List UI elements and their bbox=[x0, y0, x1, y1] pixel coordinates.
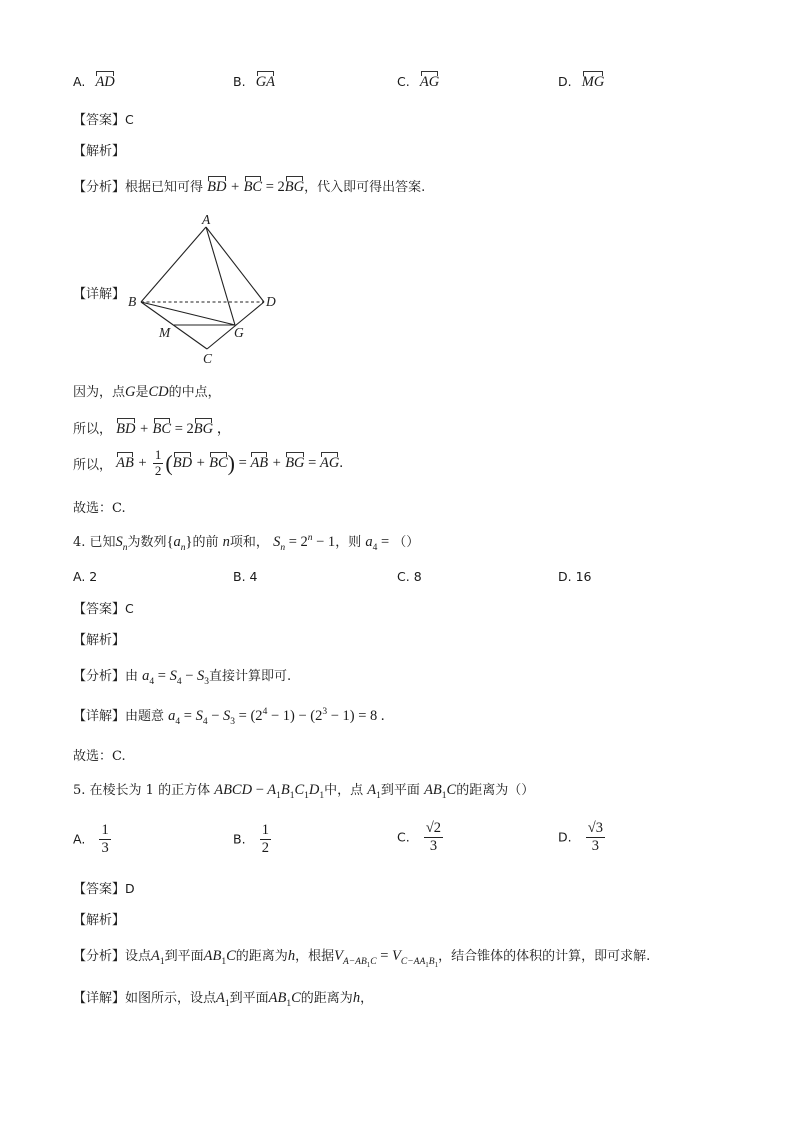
q5-jiexi: 【解析】 bbox=[73, 913, 126, 928]
fenxi-label: 【分析】 bbox=[73, 180, 126, 195]
label-d: D bbox=[266, 294, 276, 309]
option-value: AD bbox=[95, 74, 115, 90]
fenxi-label: 【分析】 bbox=[73, 949, 126, 964]
xiangjie-formula: $a_4 = S_4 - S_3 = (2^4 - 1) - (2^3 - 1) = 8$ . bbox=[168, 707, 385, 727]
text: 直接计算即可. bbox=[209, 669, 292, 684]
segment-cd: CD bbox=[148, 384, 169, 400]
q3-option-a bbox=[73, 74, 115, 91]
text: 项和， bbox=[229, 535, 269, 550]
edge-ad bbox=[206, 227, 264, 302]
text: 到平面 bbox=[380, 783, 420, 798]
option-fraction bbox=[99, 822, 110, 856]
q5-option-c bbox=[397, 820, 445, 854]
label-a: A bbox=[202, 212, 211, 227]
q3-fenxi bbox=[73, 176, 425, 196]
option-letter: B. bbox=[233, 831, 246, 847]
answer-label: 【答案】 bbox=[73, 602, 126, 617]
q4-choose: 故选：C. bbox=[73, 749, 126, 764]
option-value: 8 bbox=[413, 569, 422, 584]
fenxi-formula: BD + BC = 2BG bbox=[207, 179, 305, 195]
q3-answer bbox=[73, 109, 134, 128]
var-h: h bbox=[352, 990, 361, 1006]
answer-label: 【答案】 bbox=[73, 882, 126, 897]
q3-line1 bbox=[73, 381, 221, 401]
formula: BD + BC = 2BG ， bbox=[116, 421, 232, 437]
denominator: 3 bbox=[429, 837, 438, 854]
option-letter: B. bbox=[233, 569, 246, 584]
fenxi-text: 根据已知可得 bbox=[125, 180, 204, 195]
text: 到平面 bbox=[164, 949, 204, 964]
text: 为数列 bbox=[127, 535, 167, 550]
q4-option-d bbox=[558, 569, 592, 584]
option-value: MG bbox=[581, 74, 605, 90]
q5-option-a bbox=[73, 822, 113, 856]
answer-value: D bbox=[125, 881, 135, 896]
text: 的前 bbox=[192, 535, 219, 550]
answer-label: 【答案】 bbox=[73, 113, 126, 128]
label-g: G bbox=[234, 325, 244, 340]
option-fraction bbox=[586, 820, 605, 854]
denominator: 3 bbox=[591, 837, 599, 854]
option-letter: D. bbox=[558, 569, 572, 584]
text: 4. 已知 bbox=[73, 535, 116, 550]
volume-equation: $V_{A-AB_1C} = V_{C-AA_1B_1}$ bbox=[334, 948, 439, 969]
formula: AB + $\frac{1}{2}$ (BD + BC) = AB + BG = AG. bbox=[116, 447, 343, 478]
point-g: G bbox=[125, 384, 136, 400]
text: ，则 bbox=[335, 535, 362, 550]
text: 5. 在棱长为 1 的正方体 bbox=[73, 783, 211, 798]
q5-option-d bbox=[558, 820, 607, 854]
fenxi-label: 【分析】 bbox=[73, 669, 126, 684]
text: ，根据 bbox=[295, 949, 335, 964]
q5-stem bbox=[73, 779, 534, 801]
plane-ab1c: $AB_1C$ bbox=[424, 782, 457, 801]
option-letter: A. bbox=[73, 74, 86, 89]
text: 由题意 bbox=[125, 709, 165, 724]
q4-fenxi bbox=[73, 665, 291, 687]
label-b: B bbox=[128, 294, 137, 309]
option-letter: C. bbox=[397, 569, 410, 584]
option-letter: B. bbox=[233, 74, 246, 89]
q4-jiexi: 【解析】 bbox=[73, 633, 126, 648]
sequence-an: $\{a_n\}$ bbox=[166, 534, 193, 553]
var-h: h bbox=[287, 948, 296, 964]
point-a1: $A_1$ bbox=[151, 948, 165, 967]
text: 的距离为 bbox=[300, 991, 353, 1006]
option-value: GA bbox=[255, 74, 276, 90]
numerator: 1 bbox=[101, 822, 109, 838]
answer-value: C bbox=[125, 601, 134, 616]
denominator: 3 bbox=[101, 839, 109, 856]
q3-option-b bbox=[233, 74, 275, 91]
text: 的距离为（） bbox=[456, 783, 535, 798]
q5-option-b bbox=[233, 822, 273, 856]
plane-ab1c: $AB_1C$ bbox=[268, 990, 301, 1009]
edge-ab bbox=[141, 227, 206, 302]
text: 所以， bbox=[73, 422, 113, 437]
text: 是 bbox=[135, 385, 149, 400]
fenxi-formula: $a_4 = S_4 - S_3$ bbox=[142, 668, 210, 687]
edge-ag bbox=[206, 227, 235, 325]
q3-line2 bbox=[73, 417, 231, 438]
option-value: AG bbox=[419, 74, 440, 90]
text: 的距离为 bbox=[235, 949, 288, 964]
xiangjie-label: 【详解】 bbox=[73, 991, 126, 1006]
q3-option-c bbox=[397, 74, 439, 91]
q5-xiangjie bbox=[73, 987, 373, 1009]
q3-jiexi: 【解析】 bbox=[73, 144, 126, 159]
option-value: 4 bbox=[249, 569, 258, 584]
text: 设点 bbox=[125, 949, 152, 964]
q3-xiangjie-label: 【详解】 bbox=[73, 287, 126, 302]
option-fraction bbox=[260, 822, 271, 856]
text: 中，点 bbox=[324, 783, 364, 798]
segment-bg bbox=[141, 302, 235, 325]
text: 到平面 bbox=[229, 991, 269, 1006]
q3-choose: 故选：C. bbox=[73, 501, 126, 516]
q4-option-b bbox=[233, 569, 258, 584]
q4-option-a bbox=[73, 569, 97, 584]
option-letter: C. bbox=[397, 74, 410, 89]
fenxi-text: ，代入即可得出答案. bbox=[304, 180, 426, 195]
text: ， bbox=[360, 991, 374, 1006]
xiangjie-label: 【详解】 bbox=[73, 709, 126, 724]
q3-line3 bbox=[73, 448, 343, 479]
sn: $S_n$ bbox=[115, 534, 128, 553]
text: ，结合锥体的体积的计算，即可求解. bbox=[438, 949, 651, 964]
numerator: √2 bbox=[425, 820, 442, 836]
option-letter: D. bbox=[558, 74, 572, 89]
option-letter: A. bbox=[73, 569, 86, 584]
cube-name: ABCD − $A_1B_1C_1D_1$ bbox=[214, 782, 325, 801]
tetrahedron-figure bbox=[124, 210, 284, 368]
q5-fenxi bbox=[73, 945, 650, 969]
text: 所以， bbox=[73, 457, 113, 473]
text: 因为，点 bbox=[73, 385, 126, 400]
denominator: 2 bbox=[261, 839, 269, 856]
point-a1: $A_1$ bbox=[367, 782, 381, 801]
text: 由 bbox=[125, 669, 139, 684]
option-value: 2 bbox=[89, 569, 98, 584]
plane-ab1c: $AB_1C$ bbox=[203, 948, 236, 967]
q5-answer bbox=[73, 878, 135, 897]
text: 如图所示，设点 bbox=[125, 991, 217, 1006]
q4-answer bbox=[73, 598, 134, 617]
option-letter: C. bbox=[397, 829, 410, 845]
text: （） bbox=[393, 535, 420, 550]
q3-option-d bbox=[558, 74, 604, 91]
numerator: √3 bbox=[587, 820, 603, 836]
q4-xiangjie bbox=[73, 705, 385, 727]
label-c: C bbox=[203, 351, 213, 366]
numerator: 1 bbox=[261, 822, 269, 838]
option-letter: A. bbox=[73, 831, 86, 847]
point-a1: $A_1$ bbox=[216, 990, 230, 1009]
var-n: n bbox=[222, 534, 230, 550]
answer-value: C bbox=[125, 112, 134, 127]
q4-option-c bbox=[397, 569, 422, 584]
text: 的中点， bbox=[168, 385, 221, 400]
option-letter: D. bbox=[558, 829, 572, 845]
a4: $a_4$ = bbox=[365, 534, 390, 553]
sn-formula: $S_n = 2^n - 1$ bbox=[273, 533, 336, 553]
option-fraction bbox=[424, 820, 443, 854]
q4-stem bbox=[73, 531, 419, 553]
option-value: 16 bbox=[575, 569, 592, 584]
label-m: M bbox=[159, 325, 171, 340]
